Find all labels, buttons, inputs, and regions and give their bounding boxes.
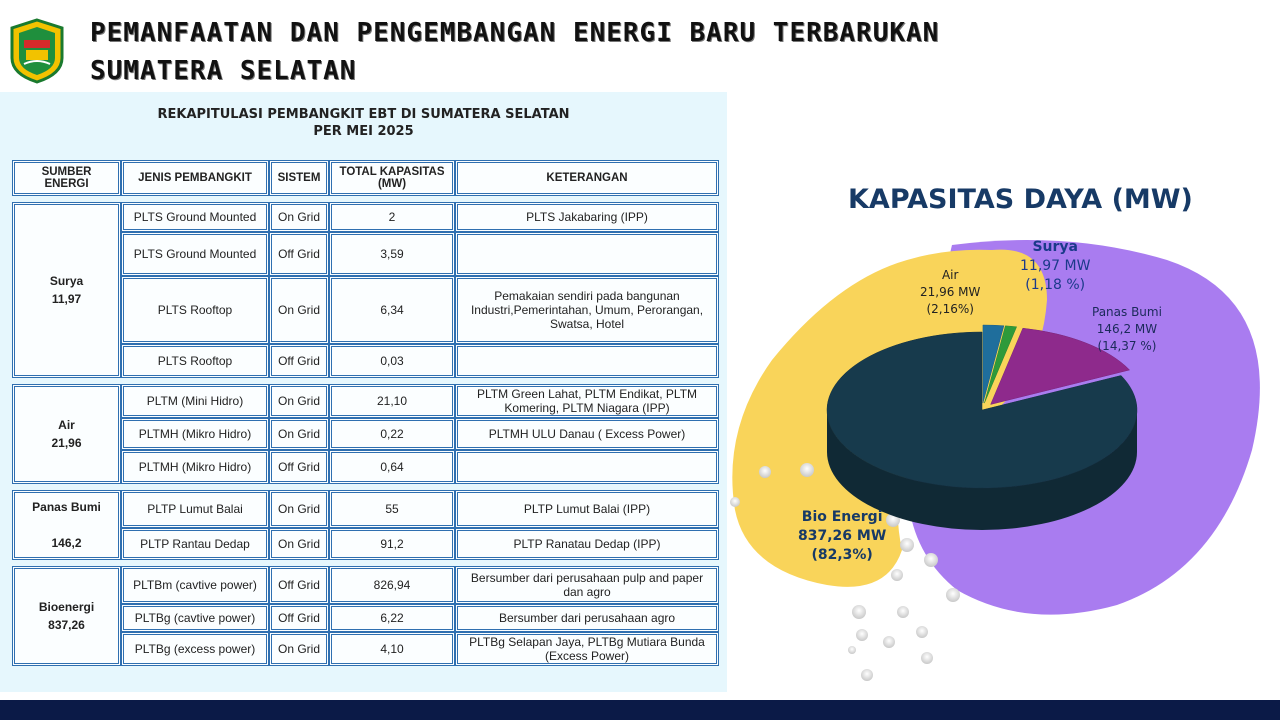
kapasitas-cell: 826,94 [329, 566, 455, 604]
capacity-pie-chart [727, 150, 1280, 700]
keterangan-cell: PLTP Lumut Balai (IPP) [455, 490, 719, 528]
table-header-row [12, 160, 719, 196]
label-panas-bumi [1092, 304, 1162, 355]
sistem-cell: On Grid [269, 276, 329, 344]
source-total: 146,2 [51, 536, 82, 550]
table-title-line2: PER MEI 2025 [313, 124, 414, 139]
kapasitas-cell: 0,64 [329, 450, 455, 484]
keterangan-cell: Bersumber dari perusahaan agro [455, 604, 719, 632]
drop-dot [891, 569, 903, 581]
jenis-cell: PLTP Rantau Dedap [121, 528, 269, 560]
drop-dot [897, 606, 909, 618]
drop-dot [730, 497, 740, 507]
jenis-cell: PLTBg (cavtive power) [121, 604, 269, 632]
jenis-cell: PLTP Lumut Balai [121, 490, 269, 528]
label-surya [1020, 238, 1090, 295]
sistem-cell: On Grid [269, 384, 329, 418]
label-surya-value: 11,97 MW [1020, 258, 1091, 274]
kapasitas-cell: 6,22 [329, 604, 455, 632]
sistem-cell: On Grid [269, 202, 329, 232]
col-header-sistem: SISTEM [269, 160, 329, 196]
col-header-kapasitas: TOTAL KAPASITAS (MW) [329, 160, 455, 196]
label-bio-energi-percent: (82,3%) [811, 547, 873, 563]
sistem-cell: Off Grid [269, 450, 329, 484]
jenis-cell: PLTM (Mini Hidro) [121, 384, 269, 418]
source-name: Panas Bumi [32, 500, 101, 514]
source-total: 11,97 [51, 292, 82, 306]
page-title-line1: PEMANFAATAN DAN PENGEMBANGAN ENERGI BARU TERBARUKAN [90, 18, 940, 48]
keterangan-cell: PLTMH ULU Danau ( Excess Power) [455, 418, 719, 450]
jenis-cell: PLTS Rooftop [121, 344, 269, 378]
source-name: Bioenergi [38, 600, 95, 614]
drop-dot [921, 652, 933, 664]
label-air-percent: (2,16%) [926, 302, 974, 316]
kapasitas-cell: 0,22 [329, 418, 455, 450]
table-title-line1: REKAPITULASI PEMBANGKIT EBT DI SUMATERA SELATAN [157, 107, 570, 122]
col-header-keterangan: KETERANGAN [455, 160, 719, 196]
label-bio-energi-value: 837,26 MW [798, 528, 887, 544]
sistem-cell: Off Grid [269, 566, 329, 604]
sistem-cell: Off Grid [269, 344, 329, 378]
kapasitas-cell: 2 [329, 202, 455, 232]
source-total: 837,26 [48, 618, 85, 632]
sistem-cell: Off Grid [269, 604, 329, 632]
keterangan-cell: Bersumber dari perusahaan pulp and paper dan agro [455, 566, 719, 604]
drop-dot [856, 629, 868, 641]
keterangan-cell [455, 450, 719, 484]
chart-title: KAPASITAS DAYA (MW) [848, 184, 1193, 215]
drop-dot [900, 538, 914, 552]
footer-bar [0, 700, 1280, 720]
source-total: 21,96 [51, 436, 82, 450]
kapasitas-cell: 4,10 [329, 632, 455, 666]
drop-dot [883, 636, 895, 648]
keterangan-cell: PLTM Green Lahat, PLTM Endikat, PLTM Komering, PLTM Niagara (IPP) [455, 384, 719, 418]
label-surya-name: Surya [1032, 239, 1078, 255]
sistem-cell: On Grid [269, 490, 329, 528]
table-row [12, 202, 719, 232]
sistem-cell: Off Grid [269, 232, 329, 276]
keterangan-cell: PLTBg Selapan Jaya, PLTBg Mutiara Bunda (Excess Power) [455, 632, 719, 666]
col-header-sumber: SUMBER ENERGI [12, 160, 121, 196]
source-cell [12, 490, 121, 560]
label-panas-bumi-value: 146,2 MW [1096, 322, 1158, 336]
table-row [12, 490, 719, 528]
label-bio-energi-name: Bio Energi [801, 509, 883, 525]
source-name: Surya [49, 274, 84, 288]
kapasitas-cell: 55 [329, 490, 455, 528]
provincial-logo [8, 18, 66, 84]
jenis-cell: PLTBg (excess power) [121, 632, 269, 666]
label-air-value: 21,96 MW [920, 285, 981, 299]
label-panas-bumi-percent: (14,37 %) [1097, 339, 1157, 353]
table-title [0, 106, 727, 140]
recap-table [12, 160, 719, 666]
page-title [90, 14, 939, 90]
source-cell [12, 384, 121, 484]
keterangan-cell: Pemakaian sendiri pada bangunan Industri,Pemerintahan, Umum, Perorangan, Swatsa, Hotel [455, 276, 719, 344]
label-surya-percent: (1,18 %) [1025, 277, 1086, 293]
table-row [12, 566, 719, 604]
keterangan-cell [455, 344, 719, 378]
jenis-cell: PLTBm (cavtive power) [121, 566, 269, 604]
keterangan-cell: PLTS Jakabaring (IPP) [455, 202, 719, 232]
label-air-name: Air [941, 268, 959, 282]
drop-dot [946, 588, 960, 602]
sistem-cell: On Grid [269, 528, 329, 560]
jenis-cell: PLTMH (Mikro Hidro) [121, 450, 269, 484]
source-cell [12, 566, 121, 666]
sistem-cell: On Grid [269, 632, 329, 666]
kapasitas-cell: 0,03 [329, 344, 455, 378]
jenis-cell: PLTS Ground Mounted [121, 232, 269, 276]
drop-dot [924, 553, 938, 567]
jenis-cell: PLTS Ground Mounted [121, 202, 269, 232]
source-name: Air [58, 418, 75, 432]
page-title-line2: SUMATERA SELATAN [90, 56, 357, 86]
jenis-cell: PLTMH (Mikro Hidro) [121, 418, 269, 450]
table-row [12, 384, 719, 418]
drop-dot [852, 605, 866, 619]
keterangan-cell: PLTP Ranatau Dedap (IPP) [455, 528, 719, 560]
jenis-cell: PLTS Rooftop [121, 276, 269, 344]
col-header-jenis: JENIS PEMBANGKIT [121, 160, 269, 196]
pie-slices [827, 325, 1137, 530]
kapasitas-cell: 91,2 [329, 528, 455, 560]
keterangan-cell [455, 232, 719, 276]
kapasitas-cell: 21,10 [329, 384, 455, 418]
sistem-cell: On Grid [269, 418, 329, 450]
drop-dot [861, 669, 873, 681]
kapasitas-cell: 3,59 [329, 232, 455, 276]
drop-dot [800, 463, 814, 477]
label-air [920, 267, 980, 318]
label-bio-energi [798, 508, 886, 565]
label-panas-bumi-name: Panas Bumi [1092, 305, 1162, 319]
kapasitas-cell: 6,34 [329, 276, 455, 344]
drop-dot [916, 626, 928, 638]
source-cell [12, 202, 121, 378]
drop-dot [848, 646, 856, 654]
drop-dot [759, 466, 771, 478]
